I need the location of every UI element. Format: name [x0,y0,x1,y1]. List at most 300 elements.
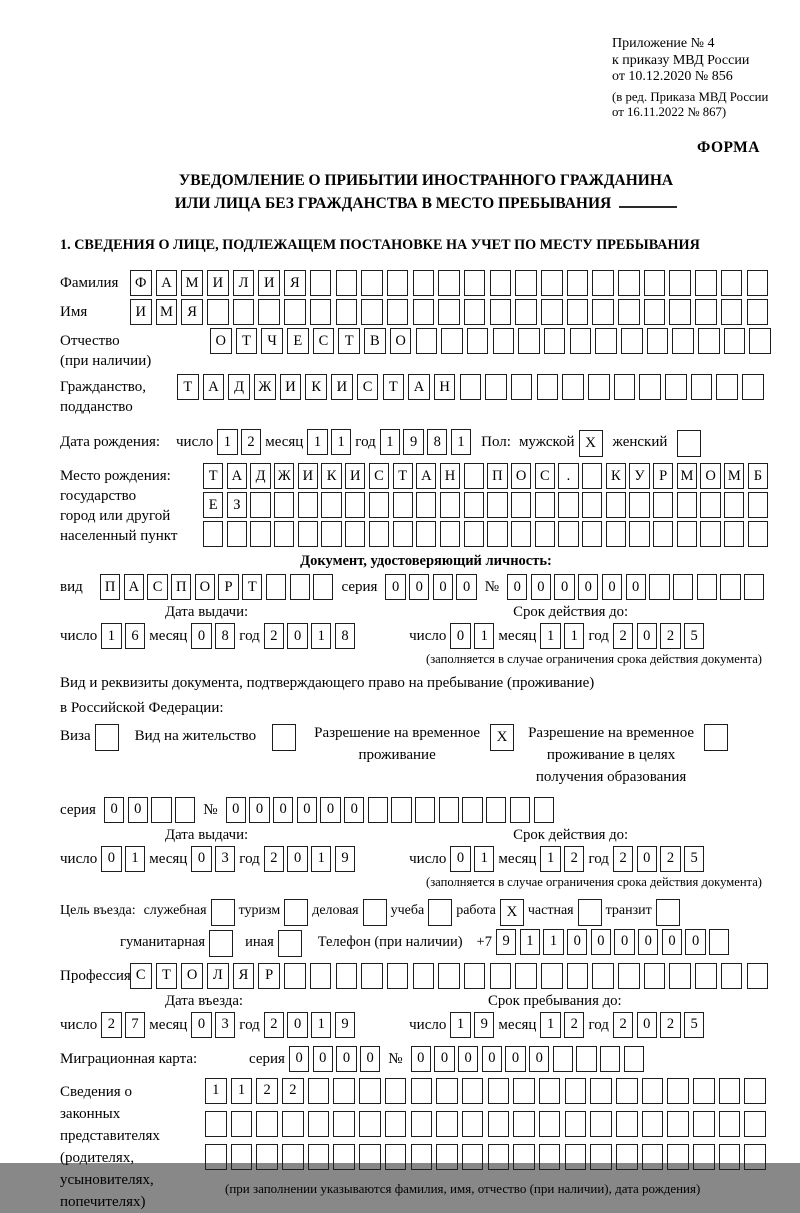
char-box[interactable] [576,1046,596,1072]
char-box[interactable] [691,374,713,400]
char-box[interactable] [539,1111,561,1137]
char-box[interactable]: Т [383,374,405,400]
char-box[interactable]: 0 [662,929,682,955]
char-box[interactable]: 1 [331,429,351,455]
char-box[interactable]: 0 [226,797,246,823]
char-box[interactable] [669,299,691,325]
char-box[interactable] [747,270,769,296]
char-box[interactable] [600,1046,620,1072]
char-box[interactable]: 0 [191,623,211,649]
char-box[interactable] [629,492,649,518]
char-box[interactable] [310,299,332,325]
char-box[interactable] [558,492,578,518]
char-box[interactable] [565,1078,587,1104]
char-box[interactable] [642,1111,664,1137]
char-box[interactable] [618,299,640,325]
char-box[interactable] [274,521,294,547]
char-box[interactable]: 9 [474,1012,494,1038]
char-box[interactable] [724,328,746,354]
char-box[interactable]: 1 [450,1012,470,1038]
char-box[interactable]: 1 [101,623,121,649]
char-box[interactable] [490,299,512,325]
char-box[interactable] [616,1111,638,1137]
char-box[interactable]: Т [236,328,258,354]
char-box[interactable] [744,574,764,600]
char-box[interactable] [582,521,602,547]
char-box[interactable]: 2 [264,1012,284,1038]
char-box[interactable]: И [258,270,280,296]
char-box[interactable]: 0 [450,623,470,649]
char-box[interactable] [439,797,459,823]
char-box[interactable] [618,270,640,296]
temp-residence-edu-checkbox[interactable] [704,724,728,751]
char-box[interactable] [700,492,720,518]
char-box[interactable] [624,1046,644,1072]
char-box[interactable] [256,1111,278,1137]
purpose-transit-checkbox[interactable] [656,899,680,926]
char-box[interactable] [588,374,610,400]
char-box[interactable]: Д [228,374,250,400]
char-box[interactable]: Л [207,963,229,989]
char-box[interactable]: 3 [215,1012,235,1038]
char-box[interactable] [535,521,555,547]
char-box[interactable] [672,328,694,354]
char-box[interactable] [693,1078,715,1104]
char-box[interactable]: 1 [307,429,327,455]
char-box[interactable]: 2 [256,1078,278,1104]
char-box[interactable] [695,270,717,296]
char-box[interactable]: 8 [335,623,355,649]
char-box[interactable] [488,1078,510,1104]
char-box[interactable] [488,1111,510,1137]
char-box[interactable] [250,492,270,518]
char-box[interactable]: 0 [602,574,622,600]
char-box[interactable] [438,963,460,989]
residence-permit-checkbox[interactable] [272,724,296,751]
char-box[interactable]: 0 [637,623,657,649]
char-box[interactable]: 0 [249,797,269,823]
char-box[interactable]: 9 [335,846,355,872]
char-box[interactable]: 0 [482,1046,502,1072]
char-box[interactable]: Л [233,270,255,296]
char-box[interactable] [742,374,764,400]
purpose-study-checkbox[interactable] [428,899,452,926]
char-box[interactable]: П [100,574,120,600]
char-box[interactable]: 0 [104,797,124,823]
char-box[interactable] [308,1078,330,1104]
char-box[interactable] [644,270,666,296]
char-box[interactable] [413,270,435,296]
char-box[interactable] [721,270,743,296]
char-box[interactable]: 0 [344,797,364,823]
char-box[interactable] [464,521,484,547]
char-box[interactable]: Р [258,963,280,989]
char-box[interactable] [539,1078,561,1104]
char-box[interactable]: А [227,463,247,489]
char-box[interactable] [590,1111,612,1137]
char-box[interactable] [537,374,559,400]
char-box[interactable]: 0 [433,574,453,600]
char-box[interactable]: 0 [336,1046,356,1072]
char-box[interactable]: 1 [520,929,540,955]
char-box[interactable]: М [677,463,697,489]
char-box[interactable]: И [207,270,229,296]
char-box[interactable] [513,1111,535,1137]
char-box[interactable] [308,1111,330,1137]
char-box[interactable]: А [156,270,178,296]
char-box[interactable] [462,1078,484,1104]
char-box[interactable]: 1 [543,929,563,955]
char-box[interactable] [539,1144,561,1170]
purpose-tourism-checkbox[interactable] [284,899,308,926]
char-box[interactable] [436,1078,458,1104]
char-box[interactable] [464,299,486,325]
char-box[interactable] [290,574,310,600]
char-box[interactable]: О [700,463,720,489]
char-box[interactable] [462,1144,484,1170]
char-box[interactable] [440,492,460,518]
char-box[interactable]: 9 [403,429,423,455]
char-box[interactable] [336,299,358,325]
char-box[interactable] [460,374,482,400]
char-box[interactable] [369,492,389,518]
char-box[interactable]: И [298,463,318,489]
char-box[interactable]: 1 [311,846,331,872]
char-box[interactable] [413,299,435,325]
char-box[interactable] [250,521,270,547]
char-box[interactable] [393,492,413,518]
char-box[interactable]: З [227,492,247,518]
char-box[interactable] [515,963,537,989]
char-box[interactable] [673,574,693,600]
char-box[interactable] [487,521,507,547]
char-box[interactable] [614,374,636,400]
char-box[interactable] [490,963,512,989]
purpose-commercial-checkbox[interactable] [363,899,387,926]
char-box[interactable] [464,270,486,296]
char-box[interactable]: 0 [456,574,476,600]
char-box[interactable] [606,521,626,547]
char-box[interactable]: 8 [215,623,235,649]
char-box[interactable]: 5 [684,1012,704,1038]
char-box[interactable]: С [130,963,152,989]
char-box[interactable] [486,797,506,823]
char-box[interactable]: Ж [274,463,294,489]
char-box[interactable] [203,521,223,547]
char-box[interactable]: Р [218,574,238,600]
char-box[interactable]: 0 [505,1046,525,1072]
char-box[interactable] [298,492,318,518]
char-box[interactable]: 0 [578,574,598,600]
char-box[interactable] [345,492,365,518]
purpose-work-checkbox[interactable]: X [500,899,524,926]
char-box[interactable] [310,270,332,296]
char-box[interactable] [298,521,318,547]
char-box[interactable]: С [535,463,555,489]
char-box[interactable] [616,1078,638,1104]
char-box[interactable]: . [558,463,578,489]
char-box[interactable] [724,492,744,518]
char-box[interactable]: 0 [567,929,587,955]
char-box[interactable]: Е [287,328,309,354]
char-box[interactable]: 2 [264,623,284,649]
char-box[interactable]: М [181,270,203,296]
char-box[interactable] [695,299,717,325]
char-box[interactable]: 9 [335,1012,355,1038]
char-box[interactable] [515,299,537,325]
char-box[interactable]: 2 [101,1012,121,1038]
purpose-humanitarian-checkbox[interactable] [209,930,233,957]
char-box[interactable]: 2 [613,623,633,649]
char-box[interactable] [590,1144,612,1170]
char-box[interactable]: И [331,374,353,400]
char-box[interactable] [333,1144,355,1170]
char-box[interactable] [748,492,768,518]
char-box[interactable]: Ф [130,270,152,296]
char-box[interactable]: 1 [540,1012,560,1038]
char-box[interactable] [411,1111,433,1137]
char-box[interactable]: Ч [261,328,283,354]
char-box[interactable]: 0 [191,1012,211,1038]
char-box[interactable]: П [487,463,507,489]
char-box[interactable] [644,299,666,325]
char-box[interactable] [205,1111,227,1137]
char-box[interactable] [700,521,720,547]
char-box[interactable]: 0 [450,846,470,872]
char-box[interactable]: 5 [684,846,704,872]
char-box[interactable]: 0 [637,1012,657,1038]
char-box[interactable] [359,1144,381,1170]
char-box[interactable] [719,1111,741,1137]
char-box[interactable]: 0 [287,846,307,872]
char-box[interactable]: 1 [380,429,400,455]
char-box[interactable]: Ж [254,374,276,400]
char-box[interactable]: Н [440,463,460,489]
char-box[interactable]: 0 [297,797,317,823]
char-box[interactable] [541,299,563,325]
char-box[interactable] [385,1078,407,1104]
char-box[interactable] [649,574,669,600]
char-box[interactable]: 0 [614,929,634,955]
char-box[interactable] [644,963,666,989]
char-box[interactable]: 0 [385,574,405,600]
char-box[interactable]: Я [233,963,255,989]
char-box[interactable]: 2 [660,846,680,872]
char-box[interactable] [698,328,720,354]
char-box[interactable]: С [369,463,389,489]
char-box[interactable] [553,1046,573,1072]
char-box[interactable] [748,521,768,547]
char-box[interactable]: К [305,374,327,400]
char-box[interactable] [709,929,729,955]
char-box[interactable]: А [408,374,430,400]
char-box[interactable] [310,963,332,989]
char-box[interactable] [665,374,687,400]
char-box[interactable] [411,1078,433,1104]
char-box[interactable] [653,521,673,547]
char-box[interactable] [719,1078,741,1104]
char-box[interactable]: 0 [409,574,429,600]
char-box[interactable] [616,1144,638,1170]
char-box[interactable]: 7 [125,1012,145,1038]
char-box[interactable] [333,1111,355,1137]
char-box[interactable]: О [181,963,203,989]
char-box[interactable] [513,1144,535,1170]
char-box[interactable]: 9 [496,929,516,955]
char-box[interactable] [274,492,294,518]
char-box[interactable]: 1 [217,429,237,455]
char-box[interactable] [411,1144,433,1170]
char-box[interactable] [416,492,436,518]
char-box[interactable] [436,1144,458,1170]
char-box[interactable] [570,328,592,354]
char-box[interactable] [721,299,743,325]
char-box[interactable]: Т [203,463,223,489]
char-box[interactable]: 1 [311,1012,331,1038]
char-box[interactable]: С [357,374,379,400]
char-box[interactable] [510,797,530,823]
char-box[interactable] [747,299,769,325]
char-box[interactable] [629,521,649,547]
char-box[interactable]: Е [203,492,223,518]
char-box[interactable] [511,374,533,400]
char-box[interactable]: 0 [313,1046,333,1072]
char-box[interactable] [369,521,389,547]
char-box[interactable] [493,328,515,354]
char-box[interactable] [606,492,626,518]
char-box[interactable]: М [156,299,178,325]
char-box[interactable] [592,270,614,296]
char-box[interactable]: 0 [638,929,658,955]
char-box[interactable]: Т [177,374,199,400]
char-box[interactable] [669,270,691,296]
char-box[interactable]: Р [653,463,673,489]
char-box[interactable] [618,963,640,989]
char-box[interactable]: А [124,574,144,600]
char-box[interactable] [511,521,531,547]
char-box[interactable] [653,492,673,518]
char-box[interactable]: 1 [205,1078,227,1104]
char-box[interactable]: 2 [613,1012,633,1038]
char-box[interactable] [467,328,489,354]
char-box[interactable] [308,1144,330,1170]
char-box[interactable] [647,328,669,354]
char-box[interactable]: И [130,299,152,325]
char-box[interactable] [490,270,512,296]
char-box[interactable]: 0 [554,574,574,600]
char-box[interactable] [592,299,614,325]
char-box[interactable]: Б [748,463,768,489]
char-box[interactable]: Т [338,328,360,354]
char-box[interactable] [415,797,435,823]
char-box[interactable]: 0 [685,929,705,955]
char-box[interactable]: 0 [531,574,551,600]
char-box[interactable] [582,492,602,518]
char-box[interactable]: Я [181,299,203,325]
char-box[interactable] [693,1144,715,1170]
char-box[interactable]: Я [284,270,306,296]
char-box[interactable] [535,492,555,518]
char-box[interactable] [744,1078,766,1104]
char-box[interactable] [336,963,358,989]
char-box[interactable]: О [390,328,412,354]
char-box[interactable] [488,1144,510,1170]
char-box[interactable] [321,521,341,547]
char-box[interactable] [720,574,740,600]
char-box[interactable] [592,963,614,989]
char-box[interactable] [333,1078,355,1104]
char-box[interactable]: 2 [282,1078,304,1104]
purpose-private-checkbox[interactable] [578,899,602,926]
char-box[interactable] [595,328,617,354]
char-box[interactable]: 0 [320,797,340,823]
char-box[interactable] [205,1144,227,1170]
char-box[interactable] [719,1144,741,1170]
char-box[interactable] [515,270,537,296]
char-box[interactable] [534,797,554,823]
char-box[interactable] [642,1078,664,1104]
char-box[interactable]: 0 [287,623,307,649]
char-box[interactable]: 2 [564,846,584,872]
char-box[interactable]: 0 [591,929,611,955]
char-box[interactable] [744,1111,766,1137]
char-box[interactable] [541,270,563,296]
char-box[interactable]: 0 [626,574,646,600]
char-box[interactable] [391,797,411,823]
char-box[interactable] [464,492,484,518]
char-box[interactable]: 0 [529,1046,549,1072]
char-box[interactable]: 1 [474,846,494,872]
char-box[interactable]: 0 [458,1046,478,1072]
char-box[interactable] [438,270,460,296]
char-box[interactable]: 0 [637,846,657,872]
char-box[interactable]: 0 [273,797,293,823]
char-box[interactable] [558,521,578,547]
char-box[interactable]: 1 [311,623,331,649]
char-box[interactable]: А [416,463,436,489]
char-box[interactable] [462,1111,484,1137]
char-box[interactable] [345,521,365,547]
char-box[interactable] [541,963,563,989]
char-box[interactable] [284,963,306,989]
char-box[interactable]: Н [434,374,456,400]
char-box[interactable]: У [629,463,649,489]
char-box[interactable]: Д [250,463,270,489]
char-box[interactable]: К [606,463,626,489]
char-box[interactable] [567,963,589,989]
char-box[interactable] [565,1144,587,1170]
char-box[interactable] [175,797,195,823]
char-box[interactable]: 6 [125,623,145,649]
char-box[interactable] [233,299,255,325]
char-box[interactable]: 0 [287,1012,307,1038]
char-box[interactable]: 0 [191,846,211,872]
char-box[interactable] [256,1144,278,1170]
char-box[interactable]: 0 [101,846,121,872]
char-box[interactable]: 2 [564,1012,584,1038]
char-box[interactable]: Т [156,963,178,989]
char-box[interactable]: 1 [474,623,494,649]
char-box[interactable] [436,1111,458,1137]
char-box[interactable]: 1 [540,623,560,649]
char-box[interactable]: В [364,328,386,354]
char-box[interactable]: 3 [215,846,235,872]
char-box[interactable] [697,574,717,600]
char-box[interactable] [413,963,435,989]
sex-male-checkbox[interactable]: X [579,430,603,457]
char-box[interactable] [744,1144,766,1170]
char-box[interactable] [485,374,507,400]
